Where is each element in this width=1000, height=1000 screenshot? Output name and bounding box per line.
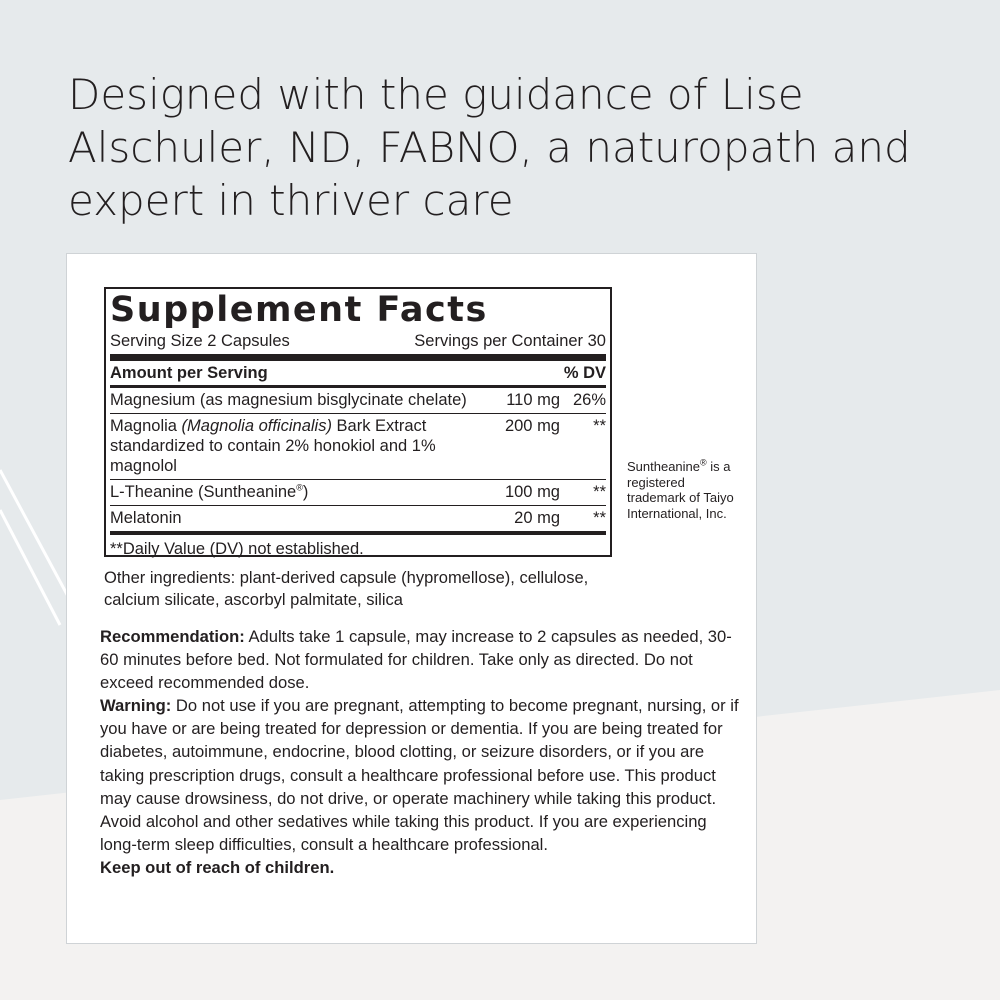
nutrient-dv: **	[593, 509, 606, 527]
nutrient-amount: 20 mg	[514, 509, 560, 527]
facts-title: Supplement Facts	[110, 290, 488, 330]
trademark-note	[627, 459, 737, 521]
nutrient-name	[110, 482, 498, 502]
serving-size: Serving Size 2 Capsules	[110, 332, 290, 350]
nutrient-name: Melatonin	[110, 509, 182, 527]
trademark-brand: Suntheanine	[627, 459, 701, 474]
trademark-text: is a registered trademark of Taiyo International, Inc.	[627, 459, 734, 521]
directions-block	[100, 625, 740, 879]
nutrient-name-part: Magnolia	[110, 417, 182, 435]
servings-per-container: Servings per Container 30	[414, 332, 606, 350]
recommendation	[100, 625, 740, 694]
warning-text: Do not use if you are pregnant, attempting to become pregnant, nursing, or if you have or are being treated for depression or dementia. If you are being treated for diabetes, autoimmune, endocrine, blood clotting, or seizure disorders, or if you are taking prescription drugs, consult a healthcare professional before use. This product may cause drowsiness, do not drive, or operate machinery while taking this product. Avoid alcohol and other sedatives while taking this product. If you are experiencing long-term sleep difficulties, consult a healthcare professional.	[100, 696, 739, 854]
nutrient-dv: 26%	[572, 391, 606, 409]
nutrient-amount: 200 mg	[504, 417, 560, 435]
dv-header: % DV	[563, 364, 606, 382]
nutrient-amount: 100 mg	[504, 483, 560, 501]
nutrient-name-part: Bark Extract standardized to contain 2% honokiol and 1% magnolol	[110, 417, 436, 475]
recommendation-text: Adults take 1 capsule, may increase to 2 capsules as needed, 30-60 minutes before bed. Not formulated for children. Take only as directed. Do not exceed recommended dose.	[100, 627, 732, 693]
nutrient-name	[110, 416, 498, 476]
other-ingredients: Other ingredients: plant-derived capsule (hypromellose), cellulose, calcium silicate, ascorbyl palmitate, silica	[104, 569, 589, 609]
registered-mark: ®	[700, 457, 707, 468]
nutrient-dv: **	[593, 417, 606, 435]
nutrient-row-l-theanine	[110, 480, 606, 506]
warning-label: Warning:	[100, 696, 172, 716]
nutrient-row-magnesium	[110, 388, 606, 414]
nutrient-name-part: L-Theanine (Suntheanine	[110, 483, 297, 501]
supplement-facts-table	[104, 287, 612, 557]
nutrient-name: Magnesium (as magnesium bisglycinate chelate)	[110, 391, 467, 409]
amount-header: Amount per Serving	[110, 364, 268, 382]
nutrient-name-latin: (Magnolia officinalis)	[181, 417, 332, 435]
keep-out-notice	[100, 856, 740, 879]
amount-header-row	[110, 361, 606, 388]
nutrient-name-part: )	[302, 483, 309, 501]
dv-footnote: **Daily Value (DV) not established.	[110, 540, 364, 558]
serving-row	[110, 330, 606, 361]
headline: Designed with the guidance of Lise Alschuler, ND, FABNO, a naturopath and expert in thriver care	[68, 70, 911, 225]
registered-mark: ®	[296, 482, 303, 493]
warning	[100, 694, 740, 856]
nutrient-row-melatonin	[110, 506, 606, 535]
nutrient-dv: **	[593, 483, 606, 501]
nutrient-amount: 110 mg	[506, 391, 560, 409]
nutrient-row-magnolia	[110, 414, 606, 480]
keep-out-text: Keep out of reach of children.	[100, 857, 335, 877]
recommendation-label: Recommendation:	[100, 627, 245, 646]
